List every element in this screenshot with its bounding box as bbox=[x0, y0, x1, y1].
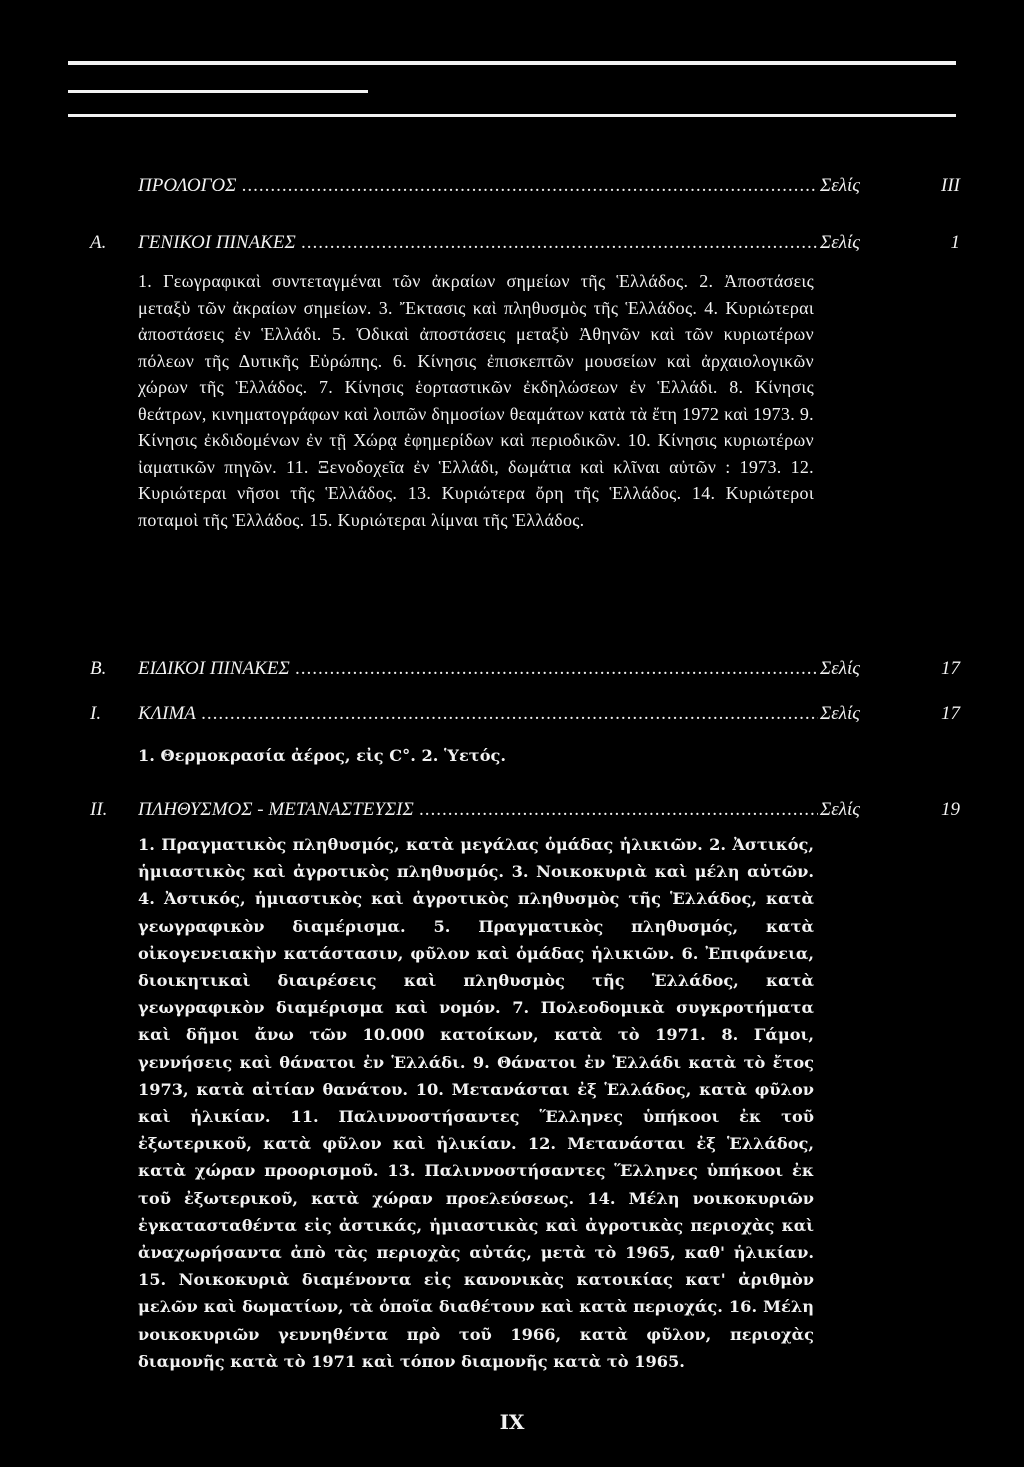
page-number: 17 bbox=[941, 658, 960, 679]
population-tables-list: 1. Πραγματικὸς πληθυσμός, κατὰ μεγάλας ὁμάδας ἡλικιῶν. 2. Ἀστικός, ἡμιαστικὸς καὶ ἀγροτικὸς πληθυσμός. 3. Νοικοκυριὰ καὶ μέλη αὐτῶν. 4. Ἀστικός, ἡμιαστικὸς καὶ ἀγροτικὸς πληθυσμὸς τῆς Ἑλλάδος, κατὰ γεωγραφικὸν διαμέρισμα. 5. Πραγματικὸς πληθυσμός, κατὰ οἰκογενειακὴν κατάστασιν, φῦλον καὶ ὁμάδας ἡλικιῶν. 6. Ἐπιφάνεια, διοικητικαὶ διαιρέσεις καὶ πληθυσμὸς τῆς Ἑλλάδος, κατὰ γεωγραφικὸν διαμέρισμα καὶ νομόν. 7. Πολεοδομικὰ συγκροτήματα καὶ δῆμοι ἄνω τῶν 10.000 κατοίκων, κατὰ τὸ 1971. 8. Γάμοι, γεννήσεις καὶ θάνατοι ἐν Ἑλλάδι. 9. Θάνατοι ἐν Ἑλλάδι κατὰ τὸ ἔτος 1973, κατὰ αἰτίαν θανάτου. 10. Μετανάσται ἐξ Ἑλλάδος, κατὰ φῦλον καὶ ἡλικίαν. 11. Παλιννοστήσαντες Ἕλληνες ὑπήκοοι ἐκ τοῦ ἐξωτερικοῦ, κατὰ φῦλον καὶ ἡλικίαν. 12. Μετανάσται ἐξ Ἑλλάδος, κατὰ χώραν προορισμοῦ. 13. Παλιννοστήσαντες Ἕλληνες ὑπήκοοι ἐκ τοῦ ἐξωτερικοῦ, κατὰ χώραν προελεύσεως. 14. Μέλη νοικοκυριῶν ἐγκατασταθέντα εἰς ἀστικάς, ἡμιαστικὰς καὶ ἀγροτικὰς περιοχὰς καὶ ἀναχωρήσαντα ἀπὸ τὰς περιοχὰς αὐτάς, μετὰ τὸ 1965, καθ' ἡλικίαν. 15. Νοικοκυριὰ διαμένοντα εἰς κανονικὰς κατοικίας κατ' ἀριθμὸν μελῶν καὶ δωματίων, τὰ ὁποῖα διαθέτουν καὶ κατὰ περιοχάς. 16. Μέλη νοικοκυριῶν γεννηθέντα πρὸ τοῦ 1966, κατὰ φῦλον, περιοχὰς διαμονῆς κατὰ τὸ 1971 καὶ τόπον διαμονῆς κατὰ τὸ 1965. bbox=[138, 835, 814, 1371]
entry-title: ΚΛΙΜΑ ..... bbox=[138, 700, 818, 728]
entry-number: ΙΙ. bbox=[90, 799, 108, 820]
entry-number: Α. bbox=[90, 232, 107, 253]
page-number: 1 bbox=[950, 232, 960, 253]
page-label: Σελίς bbox=[820, 799, 860, 820]
page-number: 19 bbox=[941, 799, 960, 820]
entry-title: ΓΕΝΙΚΟΙ ΠΙΝΑΚΕΣ ..... bbox=[138, 229, 818, 257]
entry-title: ΕΙΔΙΚΟΙ ΠΙΝΑΚΕΣ ..... bbox=[138, 655, 818, 683]
page-label: Σελίς bbox=[820, 175, 860, 196]
toc-entry-climate[interactable] bbox=[90, 700, 960, 728]
toc-entry-general-tables[interactable] bbox=[90, 229, 960, 257]
page-folio: IX bbox=[499, 1410, 525, 1434]
general-tables-list: 1. Γεωγραφικαὶ συντεταγμέναι τῶν ἀκραίων σημείων τῆς Ἑλλάδος. 2. Ἀποστάσεις μεταξὺ τῶν ἀκραίων σημείων. 3. Ἔκτασις καὶ πληθυσμὸς τῆς Ἑλλάδος. 4. Κυριώτεραι ἀποστάσεις ἐν Ἑλλάδι. 5. Ὁδικαὶ ἀποστάσεις μεταξὺ Ἀθηνῶν καὶ τῶν κυριωτέρων πόλεων τῆς Δυτικῆς Εὐρώπης. 6. Κίνησις ἐπισκεπτῶν μουσείων καὶ ἀρχαιολογικῶν χώρων τῆς Ἑλλάδος. 7. Κίνησις ἑορταστικῶν ἐκδηλώσεων ἐν Ἑλλάδι. 8. Κίνησις θεάτρων, κινηματογράφων καὶ λοιπῶν δημοσίων θεαμάτων κατὰ τὰ ἔτη 1972 καὶ 1973. 9. Κίνησις ἐκδιδομένων ἐν τῇ Χώρᾳ ἐφημερίδων καὶ περιοδικῶν. 10. Κίνησις κυριωτέρων ἰαματικῶν πηγῶν. 11. Ξενοδοχεῖα ἐν Ἑλλάδι, δωμάτια καὶ κλῖναι αὐτῶν : 1973. 12. Κυριώτεραι νῆσοι τῆς Ἑλλάδος. 13. Κυριώτερα ὄρη τῆς Ἑλλάδος. 14. Κυριώτεροι ποταμοὶ τῆς Ἑλλάδος. 15. Κυριώτεραι λίμναι τῆς Ἑλλάδος. bbox=[138, 271, 814, 530]
entry-title: ΠΡΟΛΟΓΟΣ ..... bbox=[138, 172, 818, 200]
page-label: Σελίς bbox=[820, 658, 860, 679]
entry-title: ΠΛΗΘΥΣΜΟΣ - ΜΕΤΑΝΑΣΤΕΥΣΙΣ ..... bbox=[138, 796, 818, 824]
short-rule bbox=[68, 90, 368, 93]
climate-tables-list: 1. Θερμοκρασία ἀέρος, εἰς C°. 2. Ὑετός. bbox=[138, 746, 506, 765]
long-rule bbox=[68, 114, 956, 117]
page-number: ΙΙΙ bbox=[941, 175, 960, 196]
page-number: 17 bbox=[941, 703, 960, 724]
page-label: Σελίς bbox=[820, 703, 860, 724]
top-rule bbox=[68, 61, 956, 65]
toc-entry-special-tables[interactable] bbox=[90, 655, 960, 683]
page-label: Σελίς bbox=[820, 232, 860, 253]
toc-entry-preface[interactable] bbox=[90, 172, 960, 200]
entry-number: Β. bbox=[90, 658, 107, 679]
entry-number: Ι. bbox=[90, 703, 102, 724]
toc-entry-population[interactable] bbox=[90, 796, 960, 824]
